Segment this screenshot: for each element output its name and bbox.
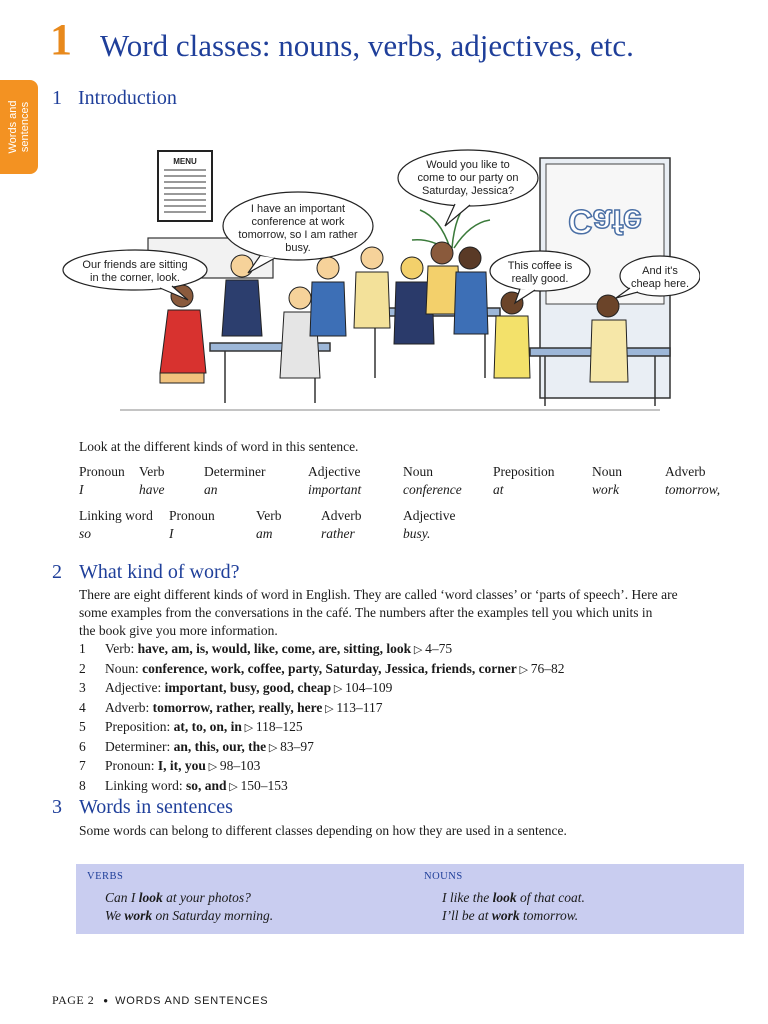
item-body — [105, 757, 260, 777]
cross-reference-arrow-icon: ▷ — [241, 722, 256, 734]
item-label: Determiner: — [105, 738, 174, 754]
pos-word: am — [256, 526, 273, 541]
nouns-heading: NOUNS — [424, 871, 463, 882]
menu-board-icon — [158, 151, 212, 221]
examples-box — [76, 864, 744, 934]
word-class-item — [79, 640, 565, 660]
pos-label: Noun — [592, 464, 622, 479]
section-1-title: Introduction — [78, 87, 177, 109]
pos-word: have — [139, 482, 165, 497]
item-words: an, this, our, the — [173, 738, 267, 754]
item-body — [105, 640, 452, 660]
side-tab-label — [7, 101, 31, 154]
bubble-conference-line1: I have an important — [250, 203, 346, 215]
word-class-item — [79, 660, 565, 680]
item-words: have, am, is, would, like, come, are, sitting, look — [137, 641, 412, 656]
person-boy-striped — [354, 247, 390, 328]
item-number: 3 — [79, 680, 86, 695]
unit-title: Word classes: nouns, verbs, adjectives, etc. — [100, 28, 634, 63]
pos-word: I — [169, 526, 174, 541]
cross-reference-arrow-icon: ▷ — [205, 761, 220, 773]
cross-reference-arrow-icon: ▷ — [322, 702, 337, 715]
item-label: Verb: — [105, 641, 138, 656]
item-words: important, busy, good, cheap — [164, 680, 332, 695]
bubble-friends-line2: in the corner, look. — [90, 272, 180, 284]
bubble-party-line2: come to our party on — [417, 172, 519, 184]
item-units[interactable]: 83–97 — [280, 738, 314, 754]
item-label: Pronoun: — [105, 758, 158, 773]
bubble-coffee-line1: This coffee is — [507, 260, 573, 272]
cross-reference-arrow-icon: ▷ — [226, 780, 241, 793]
page-number: PAGE 2 — [52, 993, 95, 1007]
pos-word: rather — [321, 526, 355, 541]
noun-example: I like the look of that coat. — [442, 890, 585, 905]
pos-label: Adverb — [665, 464, 706, 479]
item-body — [105, 738, 314, 758]
pos-word: important — [308, 482, 362, 497]
bubble-friends-line1: Our friends are sitting — [82, 259, 188, 271]
verbs-heading: VERBS — [87, 871, 124, 882]
item-number: 7 — [79, 758, 86, 773]
item-label: Adverb: — [105, 699, 153, 715]
item-number: 5 — [79, 719, 86, 734]
pos-word: tomorrow, — [665, 482, 721, 497]
cross-reference-arrow-icon: ▷ — [266, 741, 281, 754]
speech-bubble-party — [398, 150, 538, 226]
pos-label: Verb — [256, 508, 282, 523]
item-words: conference, work, coffee, party, Saturday, Jessica, friends, corner — [142, 660, 517, 676]
bubble-cheap-line2: cheap here. — [630, 278, 690, 290]
cross-reference-arrow-icon: ▷ — [411, 644, 426, 656]
pos-label: Pronoun — [169, 508, 215, 523]
section-3-number: 3 — [52, 796, 62, 818]
kind-paragraph-line3: the book give you more information. — [79, 623, 278, 638]
item-body — [105, 699, 383, 719]
person-woman-yellow — [494, 292, 530, 378]
item-words: at, to, on, in — [173, 719, 242, 734]
word-classes-list — [79, 640, 565, 796]
noun-example: I’ll be at work tomorrow. — [442, 908, 579, 923]
item-body — [105, 660, 565, 680]
pos-label: Linking word — [79, 508, 153, 523]
pos-word: so — [79, 526, 92, 541]
item-units[interactable]: 98–103 — [219, 758, 261, 773]
item-units[interactable]: 104–109 — [345, 680, 393, 695]
verb-example: We work on Saturday morning. — [105, 908, 274, 923]
item-units[interactable]: 76–82 — [530, 660, 565, 676]
bubble-party-line1: Would you like to — [426, 159, 510, 171]
footer-bullet-icon: ● — [103, 996, 109, 1005]
item-label: Adjective: — [105, 680, 165, 695]
word-class-item — [79, 679, 565, 699]
item-body — [105, 679, 392, 699]
pos-label: Adjective — [308, 464, 361, 479]
item-units[interactable]: 150–153 — [240, 777, 288, 793]
pos-word: work — [592, 482, 619, 497]
item-body — [105, 718, 303, 738]
nouns-examples — [442, 889, 585, 925]
pos-label: Adverb — [321, 508, 362, 523]
word-class-item — [79, 718, 565, 738]
side-tab-line2: sentences — [19, 101, 31, 153]
unit-number: 1 — [50, 15, 72, 64]
pos-label: Pronoun — [79, 464, 125, 479]
bubble-coffee-line2: really good. — [511, 273, 569, 285]
cafe-illustration — [60, 138, 700, 420]
bubble-party-line3: Saturday, Jessica? — [421, 185, 515, 197]
plant-icon — [412, 200, 490, 250]
intro-text: Look at the different kinds of word in this sentence. — [79, 439, 359, 454]
sentences-text: Some words can belong to different classes depending on how they are used in a sentence. — [79, 823, 567, 838]
word-class-item — [79, 738, 565, 758]
word-class-item — [79, 699, 565, 719]
item-number: 8 — [79, 777, 86, 793]
person-boy-blue — [454, 247, 488, 334]
page-footer — [52, 993, 268, 1008]
item-units[interactable]: 113–117 — [336, 699, 383, 715]
pos-label: Adjective — [403, 508, 456, 523]
section-3-title: Words in sentences — [79, 796, 233, 818]
side-tab-line1: Words and — [7, 100, 19, 154]
section-2-number: 2 — [52, 561, 62, 583]
bubble-conference-line3: tomorrow, so I am rather — [238, 229, 358, 241]
item-number: 4 — [79, 699, 86, 715]
svg-text:MENU: MENU — [173, 157, 197, 166]
pos-label: Verb — [139, 464, 165, 479]
kind-paragraph — [79, 586, 739, 640]
pos-word: at — [493, 482, 504, 497]
pos-label: Determiner — [204, 464, 266, 479]
item-body — [105, 777, 288, 797]
bubble-conference-line2: conference at work — [251, 216, 345, 228]
verb-example: Can I look at your photos? — [105, 890, 251, 905]
word-class-item — [79, 757, 565, 777]
cross-reference-arrow-icon: ▷ — [516, 663, 531, 676]
kind-paragraph-line2: some examples from the conversations in the café. The numbers after the examples tell you which units in — [79, 605, 653, 620]
item-words: I, it, you — [157, 758, 206, 773]
section-2-title: What kind of word? — [79, 561, 240, 583]
bubble-conference-line4: busy. — [285, 242, 311, 254]
person-girl-blonde — [310, 257, 346, 336]
bubble-cheap-line1: And it's — [642, 265, 678, 277]
item-words: tomorrow, rather, really, here — [152, 699, 323, 715]
kind-paragraph-line1: There are eight different kinds of word in English. They are called ‘word classes’ or ‘parts of speech’. Here are — [79, 587, 678, 602]
section-1-number: 1 — [52, 87, 62, 109]
item-label: Preposition: — [105, 719, 174, 734]
item-number: 2 — [79, 660, 86, 676]
item-words: so, and — [186, 777, 227, 793]
pos-word: an — [204, 482, 218, 497]
person-girl-red — [160, 285, 206, 383]
item-number: 6 — [79, 738, 86, 754]
item-units[interactable]: 118–125 — [255, 719, 303, 734]
cafe-window-sign-icon — [568, 202, 642, 240]
pos-word: I — [79, 482, 84, 497]
verbs-examples — [105, 889, 273, 925]
item-label: Noun: — [105, 660, 143, 676]
side-section-tab[interactable] — [0, 80, 38, 174]
item-label: Linking word: — [105, 777, 186, 793]
item-number: 1 — [79, 641, 86, 656]
item-units[interactable]: 4–75 — [425, 641, 453, 656]
cross-reference-arrow-icon: ▷ — [331, 683, 346, 695]
word-class-item — [79, 777, 565, 797]
footer-section: WORDS AND SENTENCES — [115, 995, 269, 1007]
pos-label: Preposition — [493, 464, 555, 479]
svg-text:Cafe: Cafe — [568, 202, 642, 240]
pos-word: busy. — [403, 526, 431, 541]
pos-word: conference — [403, 482, 462, 497]
pos-label: Noun — [403, 464, 433, 479]
